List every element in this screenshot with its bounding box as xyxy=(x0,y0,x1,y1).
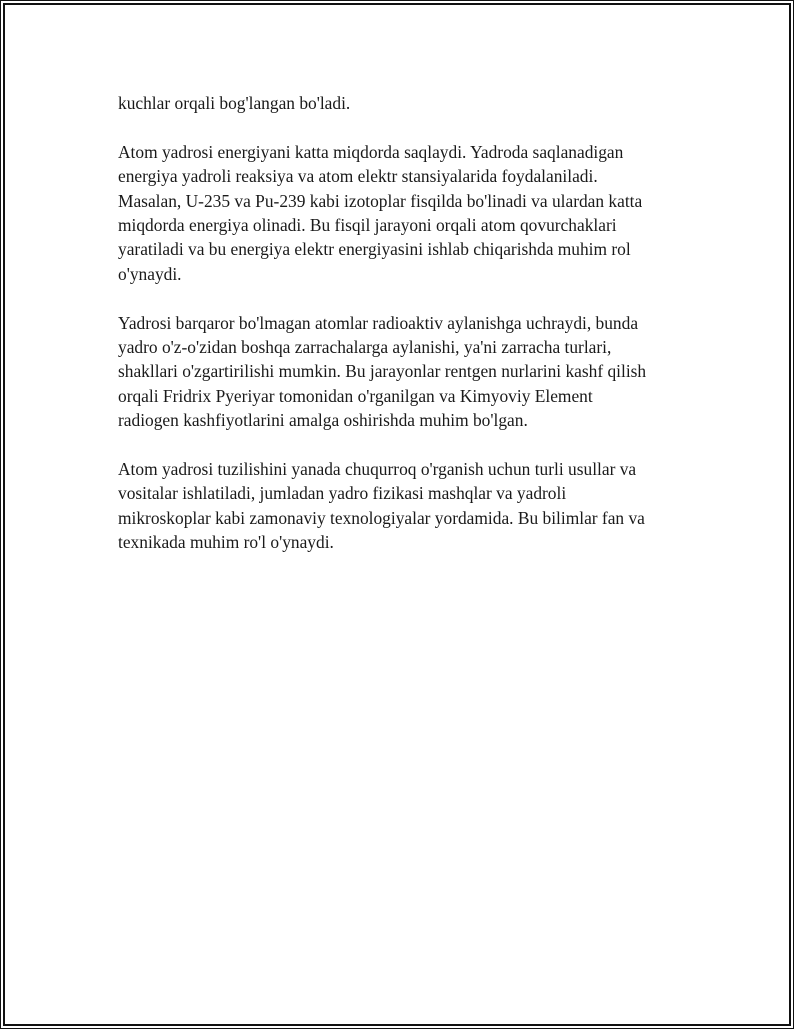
text-line: yaratiladi va bu energiya elektr energiyasini ishlab chiqarishda muhim rol xyxy=(118,239,631,260)
paragraph-3 xyxy=(118,311,693,433)
text-line: energiya yadroli reaksiya va atom elektr stansiyalarida foydalaniladi. xyxy=(118,166,598,187)
text-line: Atom yadrosi tuzilishini yanada chuqurroq o'rganish uchun turli usullar va xyxy=(118,459,637,480)
paragraph-4 xyxy=(118,457,693,555)
text-line: Masalan, U-235 va Pu-239 kabi izotoplar fisqilda bo'linadi va ulardan katta xyxy=(118,190,643,211)
text-line: o'ynaydi. xyxy=(118,263,182,284)
paragraph-2 xyxy=(118,140,693,286)
text-line: shakllari o'zgartirilishi mumkin. Bu jarayonlar rentgen nurlarini kashf qilish xyxy=(118,361,647,382)
text-line: yadro o'z-o'zidan boshqa zarrachalarga aylanishi, ya'ni zarracha turlari, xyxy=(118,337,612,358)
text-line: kuchlar orqali bog'langan bo'ladi. xyxy=(118,93,351,113)
text-line: radiogen kashfiyotlarini amalga oshirishda muhim bo'lgan. xyxy=(118,410,528,431)
text-line: vositalar ishlatiladi, jumladan yadro fizikasi mashqlar va yadroli xyxy=(118,483,567,504)
paragraph-1 xyxy=(118,91,693,115)
text-line: Atom yadrosi energiyani katta miqdorda saqlaydi. Yadroda saqlanadigan xyxy=(118,141,624,162)
text-line: Yadrosi barqaror bo'lmagan atomlar radioaktiv aylanishga uchraydi, bunda xyxy=(118,312,639,333)
document-body xyxy=(118,91,693,579)
text-line: orqali Fridrix Pyeriyar tomonidan o'rganilgan va Kimyoviy Element xyxy=(118,385,593,406)
text-line: miqdorda energiya olinadi. Bu fisqil jarayoni orqali atom qovurchaklari xyxy=(118,215,617,236)
text-line: mikroskoplar kabi zamonaviy texnologiyalar yordamida. Bu bilimlar fan va xyxy=(118,507,645,528)
text-line: texnikada muhim ro'l o'ynaydi. xyxy=(118,532,334,553)
